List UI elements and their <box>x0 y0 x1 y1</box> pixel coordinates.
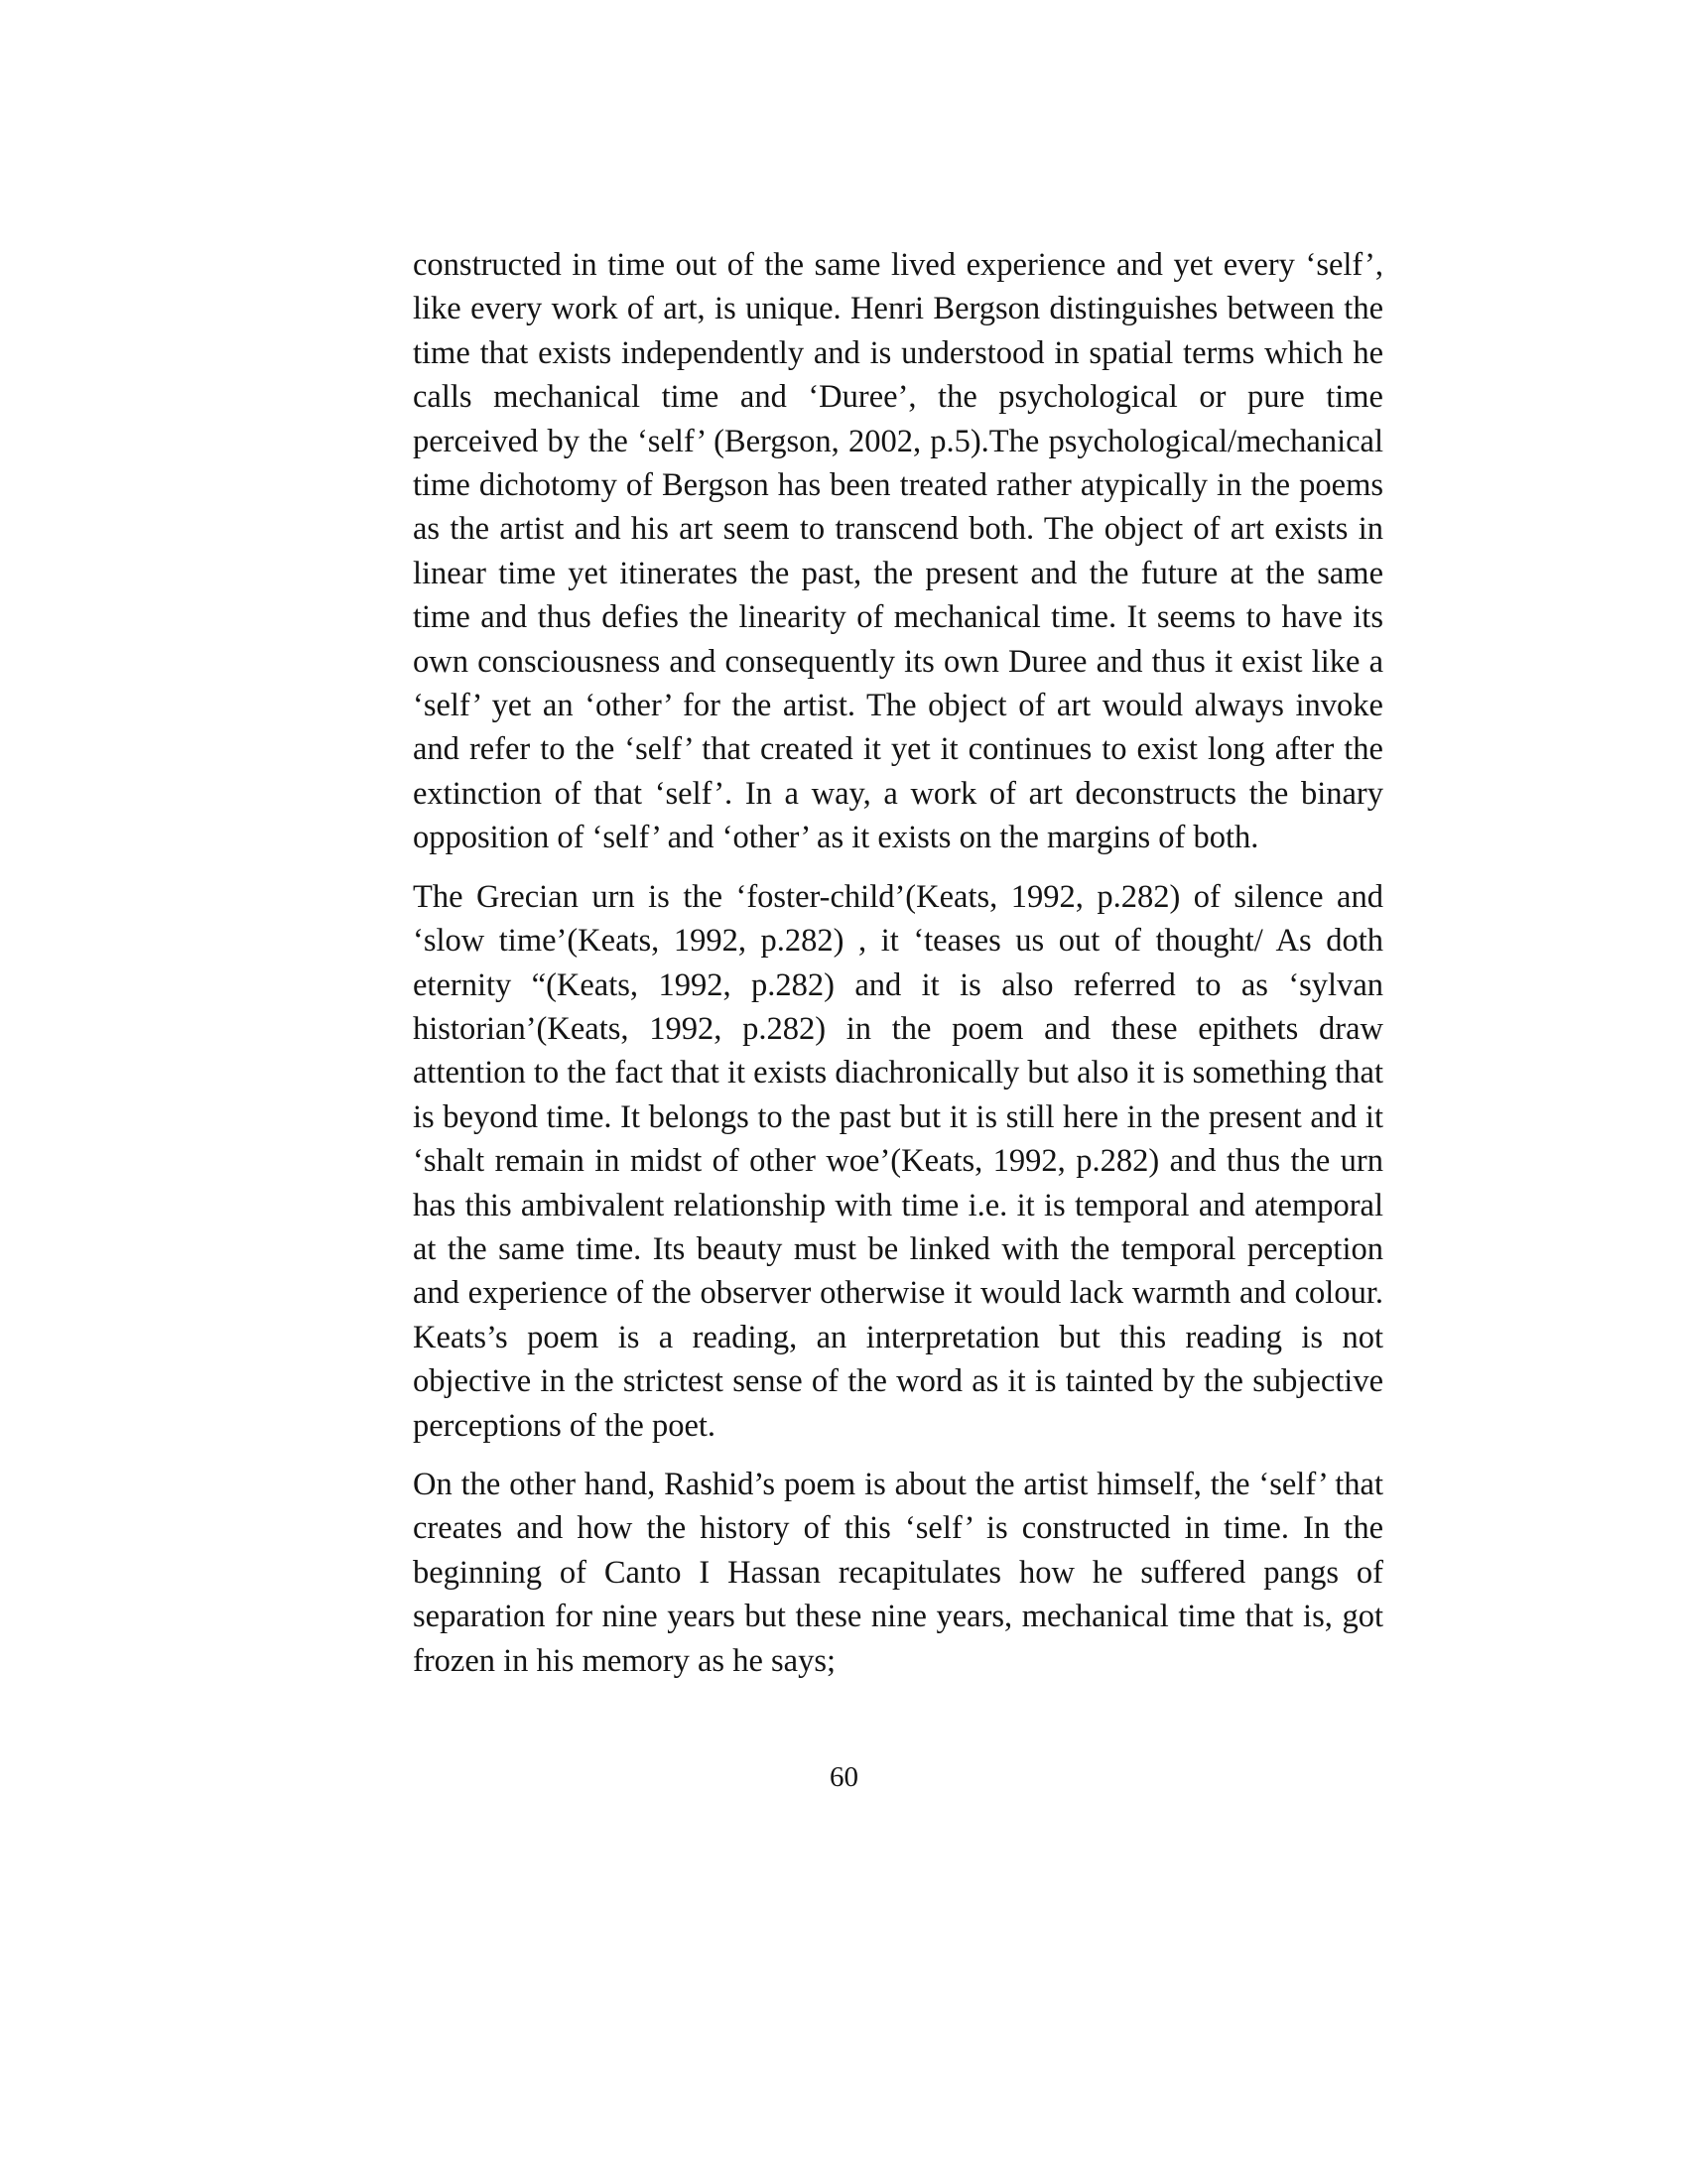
page-number: 60 <box>830 1761 858 1793</box>
paragraph-grecian-urn: The Grecian urn is the ‘foster-child’(Keats, 1992, p.282) of silence and ‘slow time’(Keats, 1992, p.282) , it ‘teases us out of thought/ As doth eternity “(Keats, 1992, p.282) and it is also referred to as ‘sylvan historian’(Keats, 1992, p.282) in the poem and these epithets draw attention to the fact that it exists diachronically but also it is something that is beyond time. It belongs to the past but it is still here in the present and it ‘shalt remain in midst of other woe’(Keats, 1992, p.282) and thus the urn has this ambivalent relationship with time i.e. it is temporal and atemporal at the same time. Its beauty must be linked with the temporal perception and experience of the observer otherwise it would lack warmth and colour. Keats’s poem is a reading, an interpretation but this reading is not objective in the strictest sense of the word as it is tainted by the subjective perceptions of the poet. <box>413 878 1383 1444</box>
paragraph-rashid-poem: On the other hand, Rashid’s poem is about the artist himself, the ‘self’ that creates and how the history of this ‘self’ is constructed in time. In the beginning of Canto I Hassan recapitulates how he suffered pangs of separation for nine years but these nine years, mechanical time that is, got frozen in his memory as he says; <box>413 1466 1383 1679</box>
paragraph-bergson-time: constructed in time out of the same lived experience and yet every ‘self’, like every work of art, is unique. Henri Bergson distinguishes between the time that exists independently and is understood in spatial terms which he calls mechanical time and ‘Duree’, the psychological or pure time perceived by the ‘self’ (Bergson, 2002, p.5).The psychological/mechanical time dichotomy of Bergson has been treated rather atypically in the poems as the artist and his art seem to transcend both. The object of art exists in linear time yet itinerates the past, the present and the future at the same time and thus defies the linearity of mechanical time. It seems to have its own consciousness and consequently its own Duree and thus it exist like a ‘self’ yet an ‘other’ for the artist. The object of art would always invoke and refer to the ‘self’ that created it yet it continues to exist long after the extinction of that ‘self’. In a way, a work of art deconstructs the binary opposition of ‘self’ and ‘other’ as it exists on the margins of both. <box>413 247 1383 856</box>
body-text <box>413 243 1383 1683</box>
